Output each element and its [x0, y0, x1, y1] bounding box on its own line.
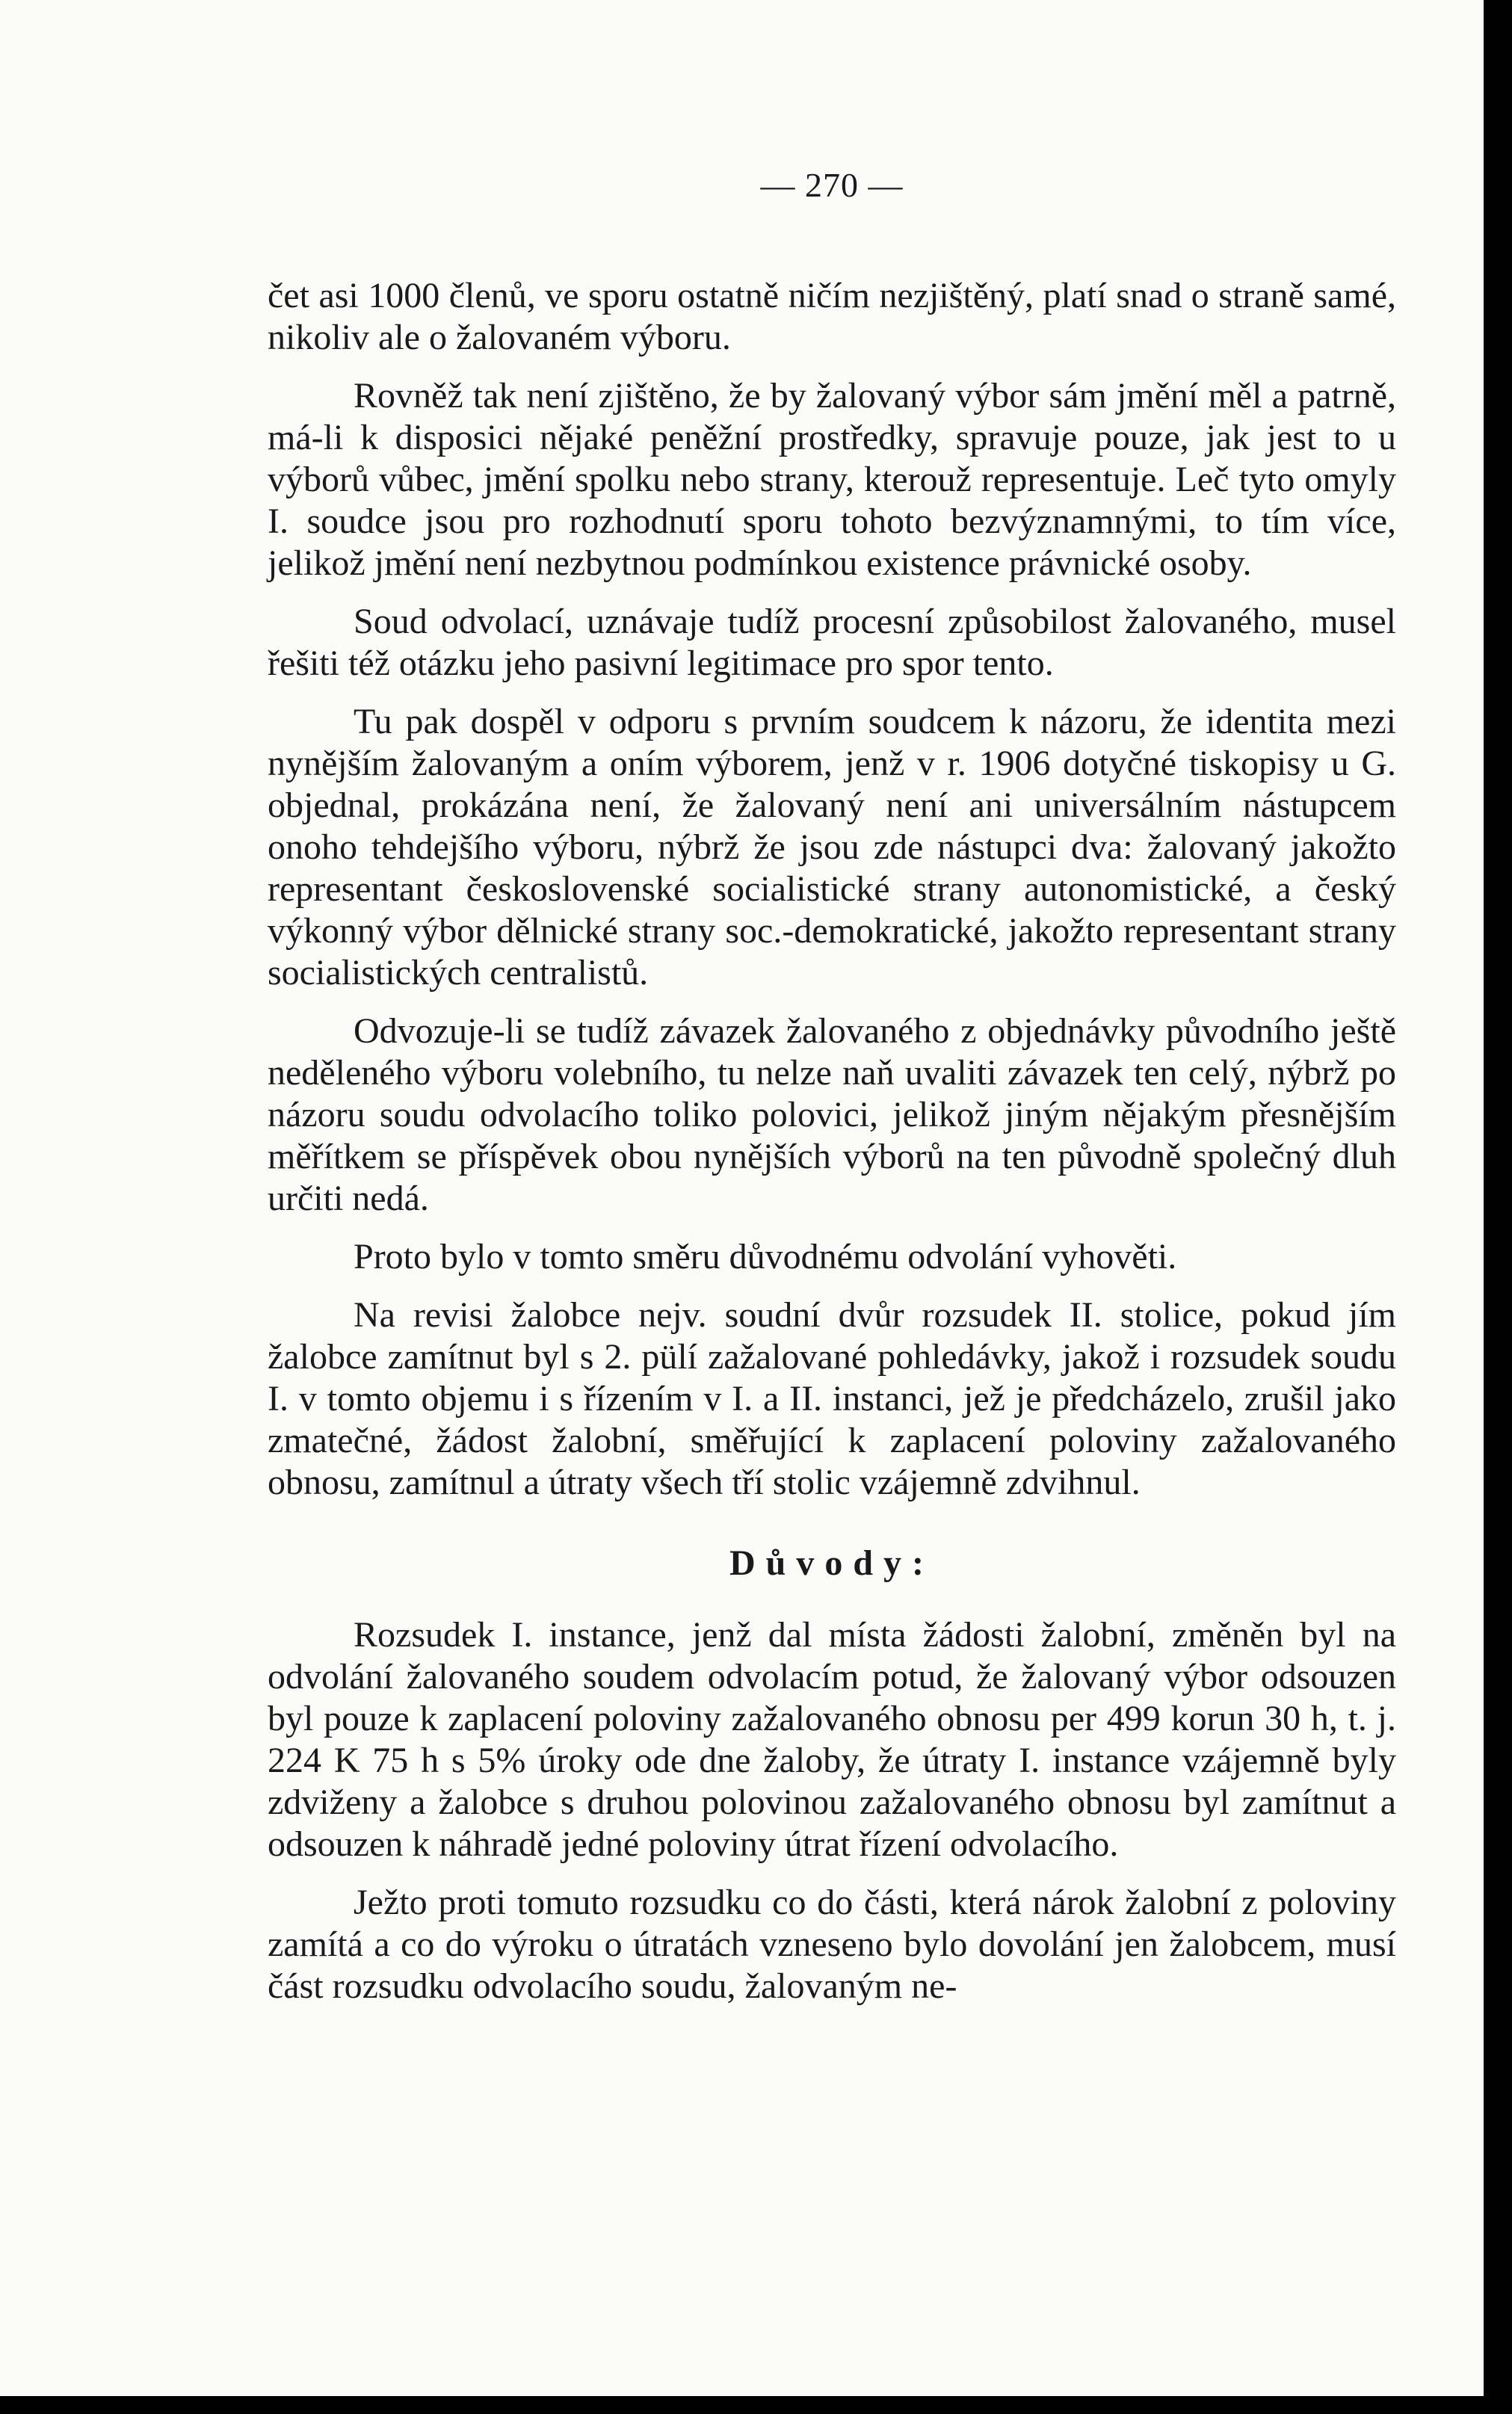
- page-text: [268, 164, 1396, 2024]
- paragraph: Soud odvolací, uznávaje tudíž procesní způsobilost žalovaného, musel řešiti též otázku jeho pasivní legitimace pro spor tento.: [268, 602, 1396, 683]
- paragraph: Odvozuje-li se tudíž závazek žalovaného z objednávky původního ještě neděleného výboru volebního, tu nelze naň uvaliti závazek ten celý, nýbrž po názoru soudu odvolacího toliko polovici, jelikož jiným nějakým přesnějším měřítkem se příspěvek obou nynějších výborů na ten původně společný dluh určiti nedá.: [268, 1011, 1396, 1218]
- page-number: — 270 —: [760, 166, 904, 204]
- paragraph: Na revisi žalobce nejv. soudní dvůr rozsudek II. stolice, pokud jím žalobce zamítnut byl s 2. pülí zažalované pohledávky, jakož i rozsudek soudu I. v tomto objemu i s řízením v I. a II. instanci, jež je předcházelo, zrušil jako zmatečné, žádost žalobní, směřující k zaplacení poloviny zažalovaného obnosu, zamítnul a útraty všech tří stolic vzájemně zdvihnul.: [268, 1295, 1396, 1502]
- paragraph: čet asi 1000 členů, ve sporu ostatně ničím nezjištěný, platí snad o straně samé, nikoliv ale o žalovaném výboru.: [268, 276, 1396, 357]
- paragraph: Rozsudek I. instance, jenž dal místa žádosti žalobní, změněn byl na odvolání žalovaného soudem odvolacím potud, že žalovaný výbor odsouzen byl pouze k zaplacení poloviny zažalovaného obnosu per 499 korun 30 h, t. j. 224 K 75 h s 5% úroky ode dne žaloby, že útraty I. instance vzájemně byly zdviženy a žalobce s druhou polovinou zažalovaného obnosu byl zamítnut a odsouzen k náhradě jedné poloviny útrat řízení odvolacího.: [268, 1615, 1396, 1864]
- paragraph: Proto bylo v tomto směru důvodnému odvolání vyhověti.: [354, 1237, 1177, 1277]
- paragraph: Tu pak dospěl v odporu s prvním soudcem k názoru, že identita mezi nynějším žalovaným a oním výborem, jenž v r. 1906 dotyčné tiskopisy u G. objednal, prokázána není, že žalovaný není ani universálním nástupcem onoho tehdejšího výboru, nýbrž že jsou zde nástupci dva: žalovaný jakožto representant československé socialistické strany autonomistické, a český výkonný výbor dělnické strany soc.-demokratické, jakožto representant strany socialistických centralistů.: [268, 702, 1396, 993]
- paragraph: Ježto proti tomuto rozsudku co do části, která nárok žalobní z poloviny zamítá a co do výroku o útratách vzneseno bylo dovolání jen žalobcem, musí část rozsudku odvolacího soudu, žalovaným ne-: [268, 1883, 1396, 2006]
- section-heading: Důvody:: [729, 1543, 935, 1583]
- paragraph: Rovněž tak není zjištěno, že by žalovaný výbor sám jmění měl a patrně, má-li k disposici nějaké peněžní prostředky, spravuje pouze, jak jest to u výborů vůbec, jmění spolku nebo strany, kterouž representuje. Leč tyto omyly I. soudce jsou pro rozhodnutí sporu tohoto bezvýznamnými, to tím více, jelikož jmění není nezbytnou podmínkou existence právnické osoby.: [268, 376, 1396, 583]
